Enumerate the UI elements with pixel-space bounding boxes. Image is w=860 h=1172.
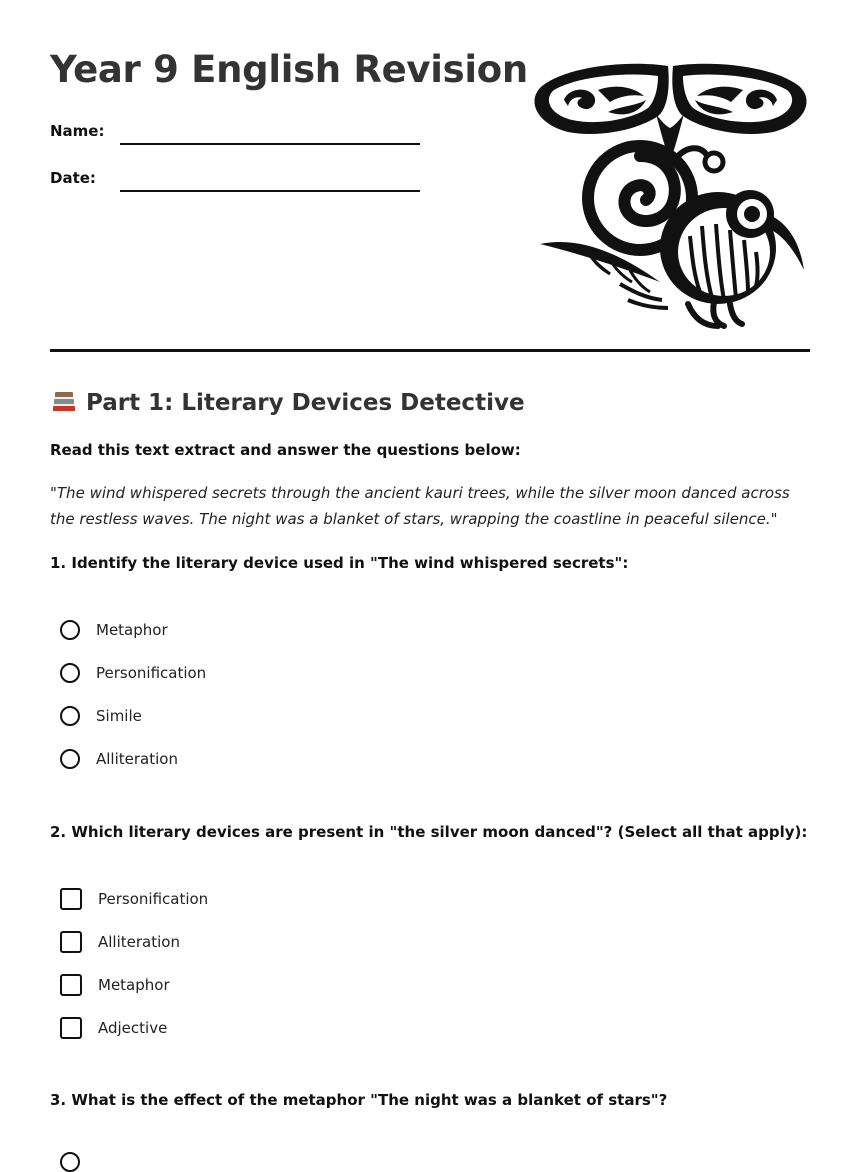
radio-button[interactable]	[60, 706, 80, 726]
option-label: Alliteration	[98, 933, 180, 951]
q2-option-alliteration[interactable]	[60, 931, 180, 953]
q3-option-first[interactable]	[60, 1152, 96, 1172]
checkbox[interactable]	[60, 1017, 82, 1039]
q2-option-adjective[interactable]	[60, 1017, 167, 1039]
option-label: Metaphor	[96, 621, 168, 639]
page-title: Year 9 English Revision	[50, 48, 528, 91]
books-icon	[50, 389, 78, 417]
option-label: Simile	[96, 707, 142, 725]
date-label: Date:	[50, 169, 96, 187]
q1-option-alliteration[interactable]	[60, 749, 178, 769]
radio-button[interactable]	[60, 620, 80, 640]
option-label: Adjective	[98, 1019, 168, 1037]
q1-option-personification[interactable]	[60, 663, 206, 683]
maori-kiwi-koru-illustration-icon	[528, 56, 813, 331]
checkbox[interactable]	[60, 931, 82, 953]
name-field[interactable]	[120, 143, 420, 145]
section-title: Part 1: Literary Devices Detective	[86, 390, 525, 416]
section-heading	[50, 389, 525, 417]
q2-option-metaphor[interactable]	[60, 974, 170, 996]
checkbox[interactable]	[60, 888, 82, 910]
checkbox[interactable]	[60, 974, 82, 996]
radio-button[interactable]	[60, 663, 80, 683]
radio-button[interactable]	[60, 749, 80, 769]
question-2: 2. Which literary devices are present in "the silver moon danced"? (Select all that apply):	[50, 823, 808, 841]
section-divider	[50, 349, 810, 352]
text-extract: "The wind whispered secrets through the ancient kauri trees, while the silver moon danced across the restless waves. The night was a blanket of stars, wrapping the coastline in peaceful silence."	[50, 484, 790, 528]
option-label: Metaphor	[98, 976, 170, 994]
q1-option-metaphor[interactable]	[60, 620, 168, 640]
question-1: 1. Identify the literary device used in "The wind whispered secrets":	[50, 554, 629, 572]
q2-option-personification[interactable]	[60, 888, 208, 910]
option-label: Personification	[98, 890, 209, 908]
option-label: Personification	[96, 664, 207, 682]
date-field[interactable]	[120, 190, 420, 192]
option-label: Alliteration	[96, 750, 178, 768]
question-3: 3. What is the effect of the metaphor "The night was a blanket of stars"?	[50, 1091, 668, 1109]
radio-button[interactable]	[60, 1152, 80, 1172]
instructions: Read this text extract and answer the questions below:	[50, 441, 521, 459]
q1-option-simile[interactable]	[60, 706, 142, 726]
name-label: Name:	[50, 122, 105, 140]
